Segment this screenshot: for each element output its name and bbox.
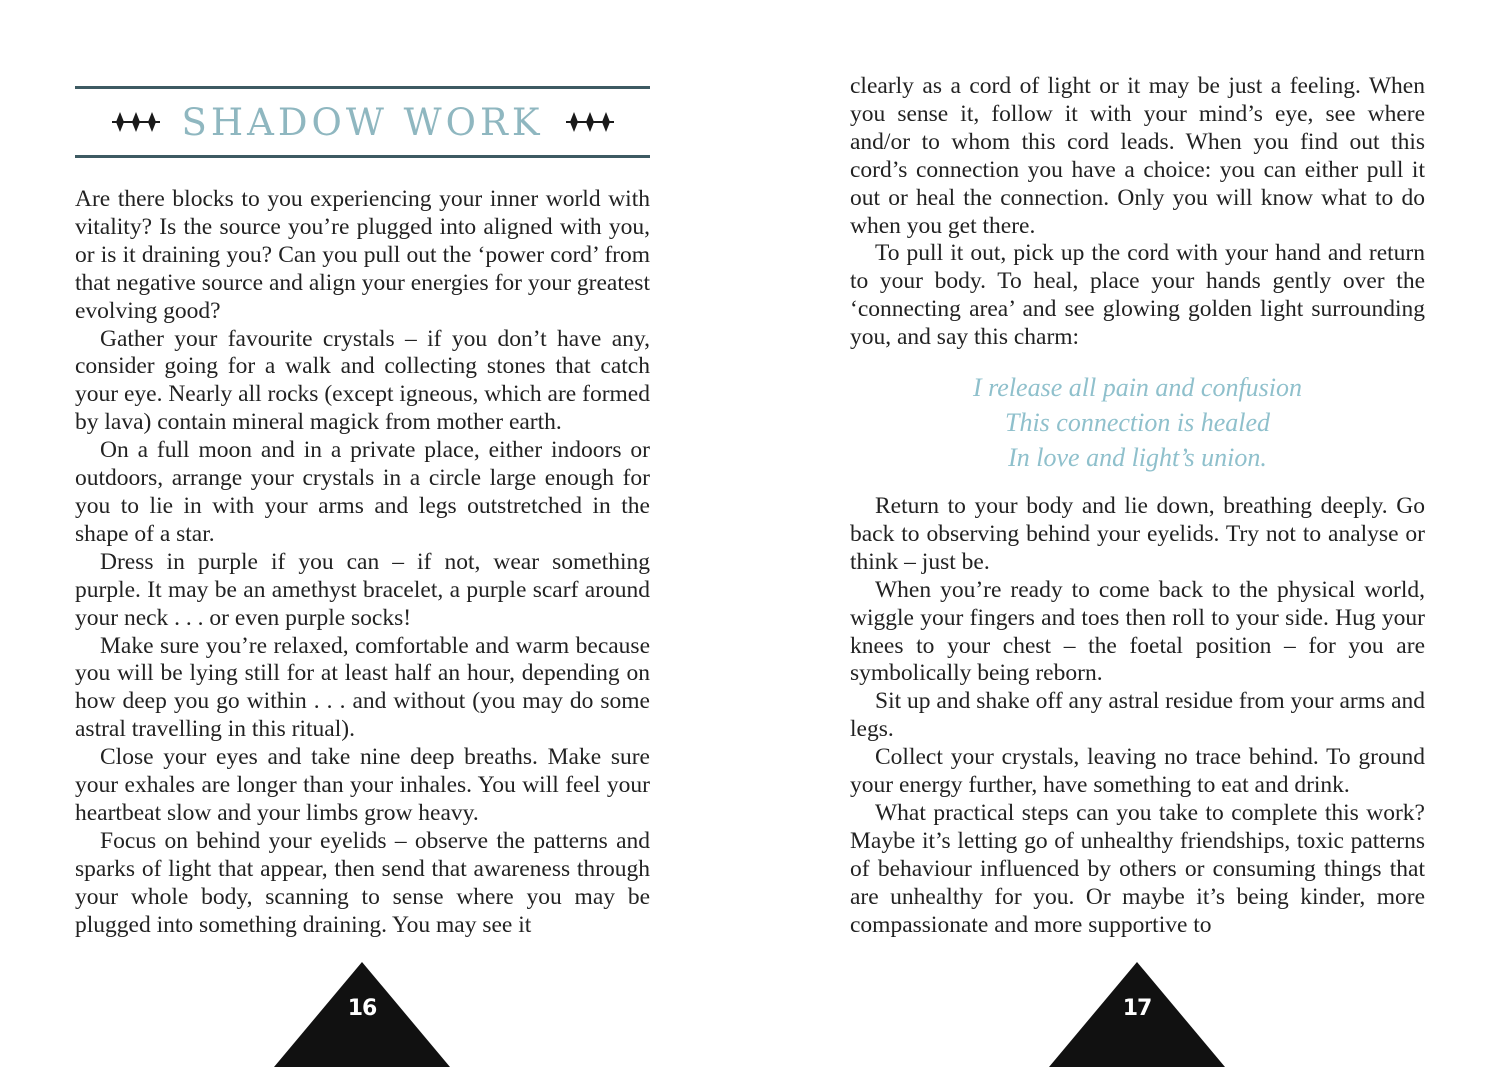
paragraph: Focus on behind your eyelids – observe the patterns and sparks of light that appear, then send that awareness through your whole body, scanning to sense where you may be plugged into something draining. You may see it xyxy=(75,827,650,938)
paragraph: Dress in purple if you can – if not, wear something purple. It may be an amethyst bracelet, a purple scarf around your neck . . . or even purple socks! xyxy=(75,548,650,631)
right-page xyxy=(850,0,1425,1067)
paragraph: Gather your favourite crystals – if you don’t have any, consider going for a walk and collecting stones that catch your eye. Nearly all rocks (except igneous, which are formed by lava) contain mineral magick from mother earth. xyxy=(75,325,650,436)
paragraph: What practical steps can you take to complete this work? Maybe it’s letting go of unhealthy friendships, toxic patterns of behaviour influenced by others or consuming things that are unhealthy for you. Or maybe it’s being kinder, more compassionate and more supportive to xyxy=(850,799,1425,938)
triple-diamond-ornament-icon xyxy=(566,112,614,132)
chapter-title: SHADOW WORK xyxy=(181,100,544,144)
paragraph: On a full moon and in a private place, either indoors or outdoors, arrange your crystals in a circle large enough for you to lie in with your arms and legs outstretched in the shape of a star. xyxy=(75,437,650,547)
left-body-text xyxy=(75,186,650,939)
paragraph: To pull it out, pick up the cord with your hand and return to your body. To heal, place your hands gently over the ‘connecting area’ and see glowing golden light surrounding you, and say this charm: xyxy=(850,240,1425,351)
triple-diamond-ornament-icon xyxy=(112,112,160,132)
paragraph: When you’re ready to come back to the physical world, wiggle your fingers and toes then roll to your side. Hug your knees to your chest – the foetal position – for you are symbolically being reborn. xyxy=(850,576,1425,687)
paragraph: Close your eyes and take nine deep breaths. Make sure your exhales are longer than your inhales. You will feel your heartbeat slow and your limbs grow heavy. xyxy=(75,744,650,826)
left-page xyxy=(75,0,650,1067)
charm-verse xyxy=(850,370,1425,475)
page-number: 17 xyxy=(1122,996,1152,1021)
paragraph: Return to your body and lie down, breathing deeply. Go back to observing behind your eyelids. Try not to analyse or think – just be. xyxy=(850,493,1425,575)
right-body-text-top xyxy=(850,73,1425,352)
page-number-badge xyxy=(1049,962,1225,1067)
charm-line: I release all pain and confusion xyxy=(972,373,1303,402)
paragraph: clearly as a cord of light or it may be just a feeling. When you sense it, follow it with your mind’s eye, see where and/or to whom this cord leads. When you find out this cord’s connection you have a choice: you can either pull it out or heal the connection. Only you will know what to do when you get there. xyxy=(850,73,1425,239)
charm-line: This connection is healed xyxy=(1004,408,1270,437)
chapter-header xyxy=(75,86,650,158)
page-number-badge xyxy=(274,962,450,1067)
paragraph: Make sure you’re relaxed, comfortable and warm because you will be lying still for at least half an hour, depending on how deep you go within . . . and without (you may do some astral travelling in this ritual). xyxy=(75,632,650,743)
right-body-text-bottom xyxy=(850,493,1425,940)
page-number: 16 xyxy=(347,996,377,1021)
paragraph: Are there blocks to you experiencing your inner world with vitality? Is the source you’re plugged into aligned with you, or is it draining you? Can you pull out the ‘power cord’ from that negative source and align your energies for your greatest evolving good? xyxy=(75,186,650,324)
paragraph: Sit up and shake off any astral residue from your arms and legs. xyxy=(850,688,1425,743)
charm-line: In love and light’s union. xyxy=(1008,443,1267,472)
paragraph: Collect your crystals, leaving no trace behind. To ground your energy further, have something to eat and drink. xyxy=(850,744,1425,799)
